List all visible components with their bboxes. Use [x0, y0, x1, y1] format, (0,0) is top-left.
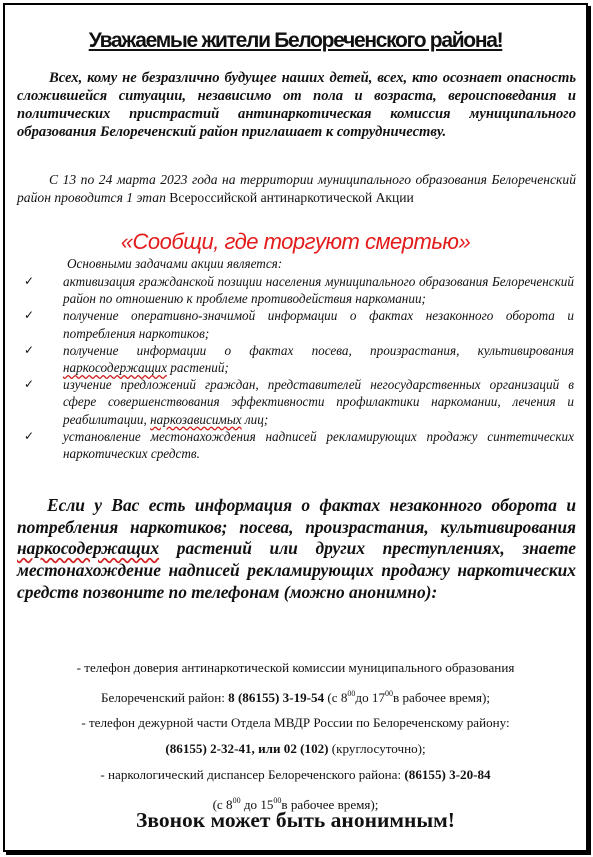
hours-superscript: 00 [273, 795, 282, 805]
tasks-heading: Основными задачами акции является: [67, 256, 283, 271]
anonymous-call-note: Звонок может быть анонимным! [136, 808, 455, 832]
hotline-hours: (с 8 [324, 689, 348, 705]
police-line: - телефон дежурной части Отдела МВДР России по Белореченскому району: [81, 715, 510, 731]
task-item [17, 307, 574, 341]
police-phone: (86155) 2-32-41, или 02 (102) [165, 741, 329, 757]
campaign-slogan: «Сообщи, где торгуют смертью» [120, 229, 471, 254]
call-text: Если у Вас есть информация о фактах незаконного оборота и потребления наркотиков; посева, произрастания, культивирования [17, 495, 576, 537]
task-text-end: растений; [166, 360, 229, 376]
clinic-hours: до 15 [240, 796, 274, 812]
task-text: установление местонахождения надписей рекламирующих продажу синтетических наркотических средств. [63, 428, 574, 462]
checkmark-icon: ✓ [24, 342, 35, 357]
hotline-phone-line [5, 681, 586, 711]
clinic-hours: в рабочее время); [281, 796, 379, 812]
task-item [17, 376, 574, 428]
police-phone-line [5, 736, 586, 762]
spellcheck-word: наркосодержащих [63, 360, 167, 376]
intro-paragraph: Всех, кому не безразлично будущее наших детей, всех, кто осознает опасность сложившейся ситуации, независимо от пола и возраста, вероисповедания и политических пристрастий антинаркотическая комиссия муниципального образования Белореченский район приглашает к сотрудничеству. [17, 70, 576, 140]
clinic-line [5, 762, 586, 788]
task-item [17, 273, 574, 307]
campaign-dates-text: С 13 по 24 марта 2023 года на территории муниципального образования Белореченский район проводится 1 этап [17, 172, 576, 205]
hours-superscript: 00 [232, 795, 241, 805]
task-item [17, 428, 574, 462]
checkmark-icon: ✓ [24, 308, 35, 323]
clinic-hours: (с 8 [212, 796, 233, 812]
leaflet-page [3, 3, 588, 852]
checkmark-icon: ✓ [24, 377, 35, 392]
hours-superscript: 00 [385, 688, 393, 698]
task-text: получение информации о фактах посева, произрастания, культивирования [63, 342, 574, 358]
clinic-phone: (86155) 3-20-84 [404, 766, 491, 782]
hotline-label: Белореченский район: [100, 689, 229, 705]
task-text: получение оперативно-значимой информации о фактах незаконного оборота и потребления наркотиков; [63, 308, 574, 341]
hotline-line: - телефон доверия антинаркотической комиссии муниципального образования [76, 660, 515, 675]
task-text: активизация гражданской позиции населения муниципального образования Белореченский район по отношению к проблеме противодействия наркомании; [63, 274, 574, 307]
hours-superscript: 00 [347, 688, 356, 698]
call-to-action-paragraph [17, 495, 576, 604]
police-hours: (круглосуточно); [328, 741, 426, 757]
contacts-block [5, 655, 586, 817]
task-text: изучение предложений граждан, представителей негосударственных организаций в сфере совершенствования эффективности профилактики наркомании, лечения и реабилитации, [63, 377, 574, 427]
campaign-name-text: Всероссийской антинаркотической Акции [169, 190, 414, 205]
campaign-dates-paragraph [17, 171, 576, 207]
checkmark-icon: ✓ [24, 274, 35, 288]
hotline-hours: в рабочее время); [393, 689, 491, 705]
task-text-end: лиц; [241, 411, 269, 427]
tasks-list [17, 273, 574, 462]
clinic-label: - наркологический диспансер Белореченского района: [100, 766, 405, 782]
task-item [17, 342, 574, 376]
spellcheck-word: наркосодержащих [17, 538, 160, 559]
call-text-end: растений или других преступлениях, знаете местонахождение надписей рекламирующих продажу наркотических средств позвоните по телефонам (можно анонимно): [17, 538, 576, 602]
hotline-phone: 8 (86155) 3-19-54 [228, 689, 325, 705]
checkmark-icon: ✓ [24, 428, 35, 443]
spellcheck-word: наркозависимых [150, 411, 242, 427]
hotline-hours: до 17 [355, 689, 385, 705]
page-title: Уважаемые жители Белореченского района! [88, 29, 503, 52]
